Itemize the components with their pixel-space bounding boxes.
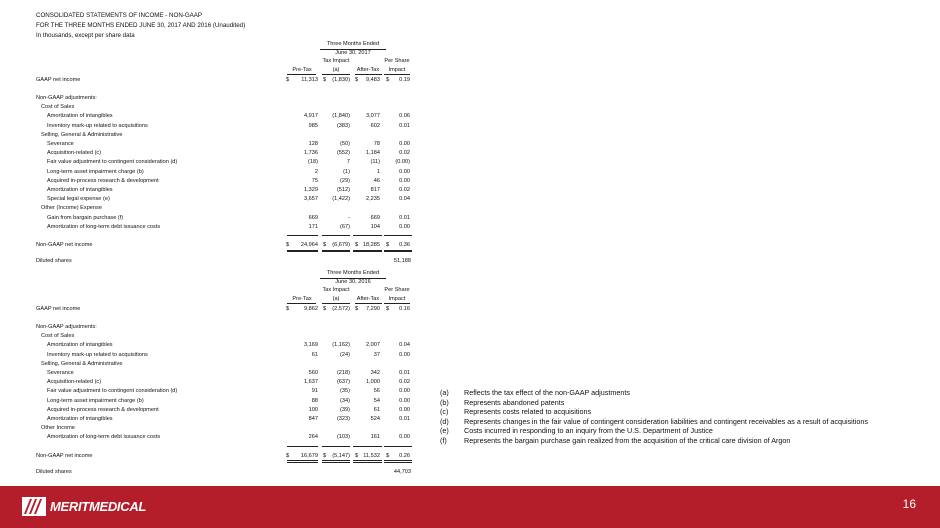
non-gaap-adjustments-heading: [36, 323, 416, 332]
footnote-text: Represents changes in the fair value of contingent consideration liabilities and contingent receivables as a result of acquisitions: [464, 416, 868, 426]
table-row: [36, 112, 416, 121]
table-row: [36, 149, 416, 158]
footnote-text: Represents abandoned patents: [464, 397, 565, 407]
row-label: Special legal expense (e): [47, 196, 110, 203]
total-double-underline: [384, 251, 412, 252]
table-row: [36, 186, 416, 195]
after-tax-value: 3,077: [366, 113, 380, 120]
report-units-note: In thousands, except per share data: [36, 32, 135, 39]
dollar-sign: $: [286, 242, 290, 248]
subtotal-underline: [287, 446, 318, 447]
after-tax-value: 1: [376, 168, 380, 175]
pretax-value: 1,736: [304, 150, 318, 157]
dollar-sign: $: [323, 306, 327, 312]
table-row: [36, 341, 416, 350]
row-label: Acquired in-process research & development: [47, 177, 159, 184]
column-header-underline: [355, 74, 382, 75]
table-row: [36, 223, 416, 232]
report-title: CONSOLIDATED STATEMENTS OF INCOME - NON-GAAP: [36, 12, 203, 19]
col-header-tax-impact: Tax Impact: [322, 58, 350, 64]
footnote-item: [440, 398, 868, 408]
tax-impact-value: (1,840): [332, 113, 350, 120]
dollar-sign: $: [355, 77, 359, 83]
tax-impact-value: (35): [340, 388, 350, 395]
table-row: [36, 195, 416, 204]
table-row: [36, 158, 416, 167]
pretax-value: 171: [308, 223, 318, 230]
after-tax-value: 61: [373, 406, 380, 413]
after-tax-value: 1,184: [366, 150, 380, 157]
column-header-underline: [384, 303, 410, 304]
pretax-value: 4,917: [304, 113, 318, 120]
per-share-value: 0.00: [399, 434, 410, 441]
tax-impact-value: 7: [346, 159, 350, 166]
per-share-value: 0.01: [399, 214, 410, 221]
table-row: [36, 397, 416, 406]
after-tax-value: 9,483: [366, 77, 380, 83]
subtotal-underline: [287, 235, 318, 236]
row-label: Other (Income) Expense: [41, 205, 102, 212]
dollar-sign: $: [323, 77, 327, 83]
footnote-key: (f): [440, 435, 447, 445]
tax-impact-value: (5,147): [332, 452, 350, 459]
table-row: [36, 387, 416, 396]
tax-impact-value: (67): [340, 223, 350, 230]
pretax-value: 264: [308, 434, 318, 441]
pretax-value: 91: [311, 388, 318, 395]
dollar-sign: $: [323, 242, 327, 248]
footnote-text: Reflects the tax effect of the non-GAAP adjustments: [464, 388, 630, 397]
subtotal-underline: [384, 446, 412, 447]
dollar-sign: $: [386, 306, 390, 312]
column-header-underline: [287, 303, 316, 304]
sga-heading: [36, 360, 416, 369]
col-header-after-tax: After-Tax: [356, 296, 380, 302]
per-share-value: 0.04: [399, 342, 410, 349]
dollar-sign: $: [386, 452, 390, 459]
tax-impact-value: (637): [336, 379, 350, 386]
tax-impact-value: (2,572): [332, 306, 350, 312]
tax-impact-value: (1,830): [332, 77, 350, 83]
subtotal-underline: [322, 446, 350, 447]
row-label: Severance: [47, 141, 74, 147]
col-header-tax-impact: Tax Impact: [322, 287, 350, 293]
pretax-value: 24,964: [300, 242, 318, 248]
footnote-item: [440, 426, 868, 436]
after-tax-value: 54: [373, 397, 380, 404]
table-row: [36, 351, 416, 360]
col-header-after-tax: After-Tax: [356, 67, 380, 73]
pretax-value: 128: [308, 141, 318, 147]
tax-impact-value: (39): [340, 406, 350, 413]
cost-of-sales-heading: [36, 103, 416, 112]
per-share-value: 0.00: [399, 397, 410, 404]
other-income-heading: [36, 424, 416, 433]
total-double-underline: [322, 462, 350, 463]
row-label: Amortization of long-term debt issuance costs: [47, 223, 161, 230]
row-label: Inventory mark-up related to acquisitions: [47, 351, 148, 358]
after-tax-value: 669: [370, 214, 380, 221]
tax-impact-value: (1): [343, 168, 350, 175]
pretax-value: 2: [314, 168, 318, 175]
per-share-value: 0.36: [399, 242, 410, 248]
dollar-sign: $: [355, 242, 359, 248]
row-label: Cost of Sales: [41, 333, 75, 340]
per-share-value: 0.16: [399, 306, 410, 312]
per-share-value: 0.19: [399, 77, 410, 83]
after-tax-value: 78: [373, 141, 380, 147]
row-label: Inventory mark-up related to acquisitions: [47, 122, 148, 129]
diluted-shares-row: [36, 257, 416, 266]
company-logo: [22, 497, 146, 516]
row-label: Amortization of intangibles: [47, 187, 113, 193]
after-tax-value: 37: [373, 351, 380, 358]
period-label: Three Months Ended: [326, 270, 380, 276]
gaap-net-income-row: [36, 305, 416, 314]
total-double-underline: [322, 251, 350, 252]
dollar-sign: $: [355, 306, 359, 312]
row-label: Long-term asset impairment charge (b): [47, 397, 144, 404]
pretax-value: (18): [308, 159, 318, 166]
row-label: Other Income: [41, 425, 75, 432]
after-tax-value: 18,285: [362, 242, 380, 248]
period-label: Three Months Ended: [326, 41, 380, 47]
row-label: Fair value adjustment to contingent consideration (d): [47, 159, 178, 166]
period-date: June 30, 2016: [335, 279, 371, 285]
row-label: Non-GAAP net income: [36, 242, 93, 248]
per-share-value: 0.01: [399, 122, 410, 129]
diluted-shares-row: [36, 468, 416, 477]
footer-bar: [0, 486, 940, 528]
per-share-value: 0.00: [399, 406, 410, 413]
row-label: Long-term asset impairment charge (b): [47, 168, 144, 175]
tax-impact-value: (512): [336, 187, 350, 193]
per-share-value: 0.01: [399, 370, 410, 376]
row-label: Acquisition-related (c): [47, 379, 102, 386]
logo-text: MERITMEDICAL: [50, 499, 147, 514]
per-share-value: 0.26: [399, 452, 410, 459]
pretax-value: 61: [311, 351, 318, 358]
footnote-item: [440, 417, 868, 427]
per-share-value: 0.00: [399, 177, 410, 184]
footnotes: [440, 388, 868, 446]
tax-impact-value: (218): [336, 370, 350, 376]
row-label: Severance: [47, 370, 74, 376]
after-tax-value: 11,532: [363, 452, 380, 459]
pretax-value: 75: [311, 177, 318, 184]
logo-mark-icon: [22, 497, 46, 516]
other-income-heading: [36, 204, 416, 213]
total-double-underline: [287, 251, 318, 252]
per-share-value: 0.06: [399, 113, 410, 120]
row-label: Non-GAAP net income: [36, 452, 93, 459]
after-tax-value: 161: [370, 434, 380, 441]
footnote-key: (d): [440, 416, 449, 426]
row-label: Acquisition-related (c): [47, 150, 102, 157]
table-row: [36, 122, 416, 131]
row-label: Diluted shares: [36, 258, 72, 264]
col-header-tax-note: (a): [332, 67, 340, 73]
pretax-value: 669: [308, 214, 318, 221]
col-header-impact: Impact: [388, 67, 406, 73]
total-double-underline: [353, 251, 382, 252]
subtotal-underline: [322, 235, 350, 236]
after-tax-value: 342: [370, 370, 380, 376]
row-label: Non-GAAP adjustments:: [36, 95, 97, 101]
tax-impact-value: (29): [340, 177, 350, 184]
per-share-value: 0.02: [399, 379, 410, 386]
diluted-shares-value: 44,703: [393, 468, 411, 475]
row-label: Amortization of intangibles: [47, 342, 113, 349]
pretax-value: 16,679: [300, 452, 318, 459]
footnote-key: (a): [440, 388, 449, 397]
per-share-value: 0.00: [399, 168, 410, 175]
footnote-key: (b): [440, 397, 449, 407]
total-double-underline: [384, 462, 412, 463]
footnote-key: (c): [440, 407, 449, 417]
after-tax-value: 602: [370, 122, 380, 129]
column-header-underline: [287, 74, 316, 75]
after-tax-value: 56: [373, 388, 380, 395]
per-share-value: 0.02: [399, 150, 410, 157]
pretax-value: 100: [308, 406, 318, 413]
after-tax-value: 524: [370, 416, 380, 422]
row-label: Fair value adjustment to contingent consideration (d): [47, 388, 178, 395]
gaap-net-income-row: [36, 76, 416, 85]
per-share-value: 0.00: [399, 351, 410, 358]
row-label: GAAP net income: [36, 77, 81, 83]
per-share-value: (0.00): [395, 159, 410, 166]
pretax-value: 847: [308, 416, 318, 422]
col-header-impact: Impact: [388, 296, 406, 302]
tax-impact-value: (6,679): [332, 242, 350, 248]
dollar-sign: $: [386, 242, 390, 248]
total-double-underline: [353, 462, 382, 463]
subtotal-underline: [353, 446, 382, 447]
row-label: Gain from bargain purchase (f): [47, 214, 124, 221]
per-share-value: 0.01: [399, 416, 410, 422]
pretax-value: 1,637: [304, 379, 318, 386]
pretax-value: 3,169: [304, 342, 318, 349]
table-row: [36, 369, 416, 378]
header-underline: [320, 49, 386, 50]
subtotal-underline: [353, 235, 382, 236]
tax-impact-value: (552): [336, 150, 350, 157]
col-header-per-share: Per Share: [384, 287, 410, 293]
col-header-tax-note: (a): [332, 296, 340, 302]
row-label: Non-GAAP adjustments:: [36, 324, 97, 330]
after-tax-value: 2,007: [366, 342, 380, 349]
page-number: 16: [902, 497, 916, 511]
diluted-shares-value: 51,188: [393, 258, 411, 264]
table-row: [36, 406, 416, 415]
tax-impact-value: (50): [340, 141, 350, 147]
subtotal-underline: [384, 235, 412, 236]
footnote-text: Represents costs related to acquisitions: [464, 407, 592, 417]
row-label: Amortization of intangibles: [47, 416, 113, 422]
tax-impact-value: (24): [340, 351, 350, 358]
per-share-value: 0.04: [399, 196, 410, 203]
footnote-item: [440, 407, 868, 417]
column-header-underline: [355, 303, 382, 304]
per-share-value: 0.00: [399, 388, 410, 395]
table-row: [36, 140, 416, 149]
dollar-sign: $: [286, 306, 290, 312]
pretax-value: 985: [308, 122, 318, 129]
table-row: [36, 433, 416, 442]
tax-impact-value: (323): [336, 416, 350, 422]
row-label: Acquired in-process research & development: [47, 406, 159, 413]
row-label: GAAP net income: [36, 306, 81, 312]
table-row: [36, 214, 416, 223]
total-double-underline: [287, 462, 318, 463]
per-share-value: 0.02: [399, 187, 410, 193]
row-label: Selling, General & Administrative: [41, 360, 123, 367]
footnote-item: [440, 436, 868, 446]
row-label: Amortization of intangibles: [47, 113, 113, 120]
pretax-value: 9,862: [304, 306, 318, 312]
dollar-sign: $: [323, 452, 327, 459]
pretax-value: 1,329: [304, 187, 318, 193]
col-header-pretax: Pre-Tax: [292, 67, 312, 73]
row-label: Amortization of long-term debt issuance costs: [47, 434, 161, 441]
pretax-value: 88: [311, 397, 318, 404]
dollar-sign: $: [386, 77, 390, 83]
after-tax-value: (11): [370, 159, 380, 166]
tax-impact-value: (383): [336, 122, 350, 129]
tax-impact-value: (1,422): [332, 196, 350, 203]
tax-impact-value: (34): [340, 397, 350, 404]
table-row: [36, 378, 416, 387]
pretax-value: 11,313: [301, 77, 318, 83]
tax-impact-value: -: [348, 214, 350, 221]
sga-heading: [36, 131, 416, 140]
non-gaap-adjustments-heading: [36, 94, 416, 103]
dollar-sign: $: [286, 77, 290, 83]
header-underline: [320, 278, 386, 279]
pretax-value: 560: [308, 370, 318, 376]
col-header-per-share: Per Share: [384, 58, 410, 64]
table-row: [36, 177, 416, 186]
after-tax-value: 46: [373, 177, 380, 184]
per-share-value: 0.00: [399, 223, 410, 230]
tax-impact-value: (1,162): [332, 342, 350, 349]
period-date: June 30, 2017: [335, 50, 371, 56]
pretax-value: 3,657: [304, 196, 318, 203]
row-label: Cost of Sales: [41, 104, 75, 111]
column-header-underline: [384, 74, 410, 75]
dollar-sign: $: [286, 452, 290, 459]
column-header-underline: [322, 303, 350, 304]
after-tax-value: 104: [370, 223, 380, 230]
footnote-item: [440, 388, 868, 398]
after-tax-value: 7,290: [366, 306, 380, 312]
tax-impact-value: (103): [336, 434, 350, 441]
cost-of-sales-heading: [36, 332, 416, 341]
footnote-text: Costs incurred in responding to an inquiry from the U.S. Department of Justice: [464, 426, 713, 436]
report-subtitle: FOR THE THREE MONTHS ENDED JUNE 30, 2017 AND 2016 (Unaudited): [36, 22, 246, 29]
footnote-text: Represents the bargain purchase gain realized from the acquisition of the critical care division of Argon: [464, 435, 791, 445]
after-tax-value: 817: [370, 187, 380, 193]
after-tax-value: 1,000: [366, 379, 380, 386]
table-row: [36, 415, 416, 424]
col-header-pretax: Pre-Tax: [292, 296, 312, 302]
per-share-value: 0.00: [399, 141, 410, 147]
column-header-underline: [322, 74, 350, 75]
dollar-sign: $: [355, 452, 359, 459]
row-label: Selling, General & Administrative: [41, 131, 123, 138]
table-row: [36, 168, 416, 177]
row-label: Diluted shares: [36, 468, 72, 475]
footnote-key: (e): [440, 426, 449, 436]
after-tax-value: 2,235: [366, 196, 380, 203]
